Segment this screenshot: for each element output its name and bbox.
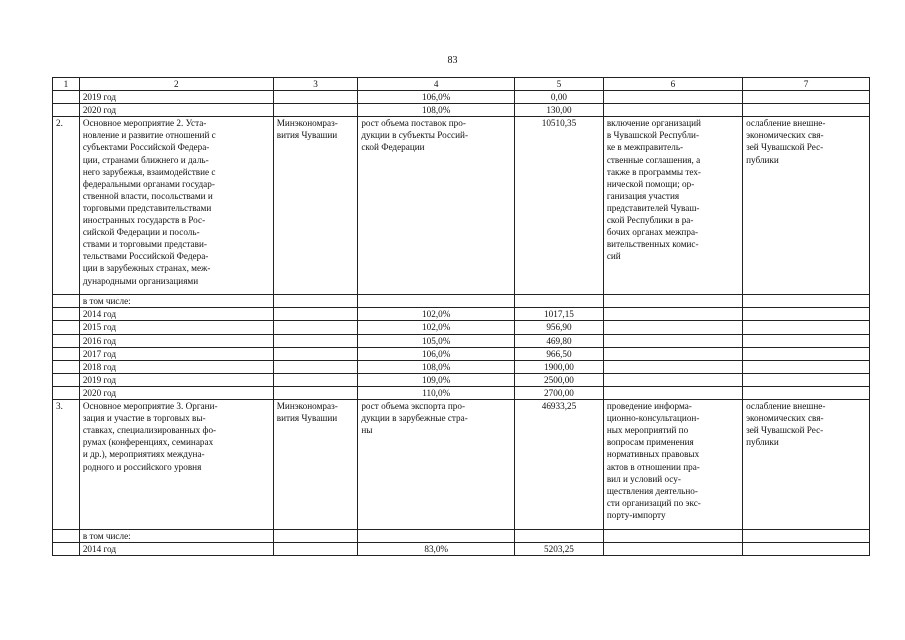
year-row [53,91,870,104]
year-label: 2019 год [79,91,273,104]
year-row [53,334,870,347]
including-row [53,530,870,543]
column-number-row [53,78,870,91]
measure-row [53,400,870,530]
risk-measures: включение организаций в Чувашской Республи- ке в межправитель- ственные соглашения, а также в программы тех- нической помощи; ор- ганизация участия представителей Чуваш- ской Республики в ра- бочих органах межпра- вительственных комис- сий [603,117,742,295]
measure-name: Основное мероприятие 2. Уста- новление и развитие отношений с субъектами Российской Федера- ции, странами ближнего и даль- него зарубежья, взаимодействие с федеральными органами государ- ственной власти, посольствами и торговыми представительствами иностранных государств в Рос- сийской Федерации и посоль- ствами и торговыми представи- тельствами Российской Федера- ции в зарубежных странах, меж- дународными организациями [79,117,273,295]
amount-value: 46933,25 [515,400,604,530]
amount-value: 10510,35 [515,117,604,295]
risks: ослабление внешне- экономических свя- зей Чувашской Рес- публики [743,117,870,295]
risks: ослабление внешне- экономических свя- зей Чувашской Рес- публики [743,400,870,530]
year-row [53,373,870,386]
growth-value: 106,0% [358,347,515,360]
column-number: 2 [79,78,273,91]
column-number: 1 [53,78,80,91]
year-label: 2015 год [79,321,273,334]
year-row [53,104,870,117]
amount-value: 2500,00 [515,373,604,386]
measure-number: 2. [53,117,80,295]
including-label: в том числе: [79,295,273,308]
growth-value: 110,0% [358,386,515,399]
year-label: 2020 год [79,386,273,399]
measure-name: Основное мероприятие 3. Органи- зация и участие в торговых вы- ставках, специализированных фо- румах (конференциях, семинарах и др.), мероприятиях междуна- родного и российского уровня [79,400,273,530]
growth-value: 102,0% [358,321,515,334]
column-number: 4 [358,78,515,91]
year-row [53,386,870,399]
executor: Минэкономраз- вития Чувашии [273,117,358,295]
year-label: 2014 год [79,308,273,321]
growth-value: 108,0% [358,360,515,373]
amount-value: 1017,15 [515,308,604,321]
amount-value: 130,00 [515,104,604,117]
year-row [53,360,870,373]
year-label: 2019 год [79,373,273,386]
column-number: 3 [273,78,358,91]
measure-row [53,117,870,295]
growth-value: 109,0% [358,373,515,386]
growth-value: 83,0% [358,543,515,556]
growth-value: 108,0% [358,104,515,117]
year-row [53,543,870,556]
year-label: 2020 год [79,104,273,117]
target-indicator: рост объема экспорта про- дукции в зарубежные стра- ны [358,400,515,530]
amount-value: 469,80 [515,334,604,347]
target-indicator: рост объема поставок про- дукции в субъекты Россий- ской Федерации [358,117,515,295]
amount-value: 2700,00 [515,386,604,399]
including-label: в том числе: [79,530,273,543]
executor: Минэкономраз- вития Чувашии [273,400,358,530]
year-label: 2018 год [79,360,273,373]
page-number: 83 [447,55,458,66]
including-row [53,295,870,308]
growth-value: 105,0% [358,334,515,347]
year-label: 2014 год [79,543,273,556]
column-number: 7 [743,78,870,91]
column-number: 5 [515,78,604,91]
amount-value: 1900,00 [515,360,604,373]
amount-value: 956,90 [515,321,604,334]
risk-measures: проведение информа- ционно-консультацион- ных мероприятий по вопросам применения нормативных правовых актов в отношении пра- вил и условий осу- ществления деятельно- сти организаций по экс- порту-импорту [603,400,742,530]
program-table [52,77,870,556]
year-label: 2016 год [79,334,273,347]
amount-value: 0,00 [515,91,604,104]
year-row [53,308,870,321]
growth-value: 106,0% [358,91,515,104]
amount-value: 5203,25 [515,543,604,556]
year-row [53,321,870,334]
column-number: 6 [603,78,742,91]
growth-value: 102,0% [358,308,515,321]
amount-value: 966,50 [515,347,604,360]
year-row [53,347,870,360]
year-label: 2017 год [79,347,273,360]
measure-number: 3. [53,400,80,530]
